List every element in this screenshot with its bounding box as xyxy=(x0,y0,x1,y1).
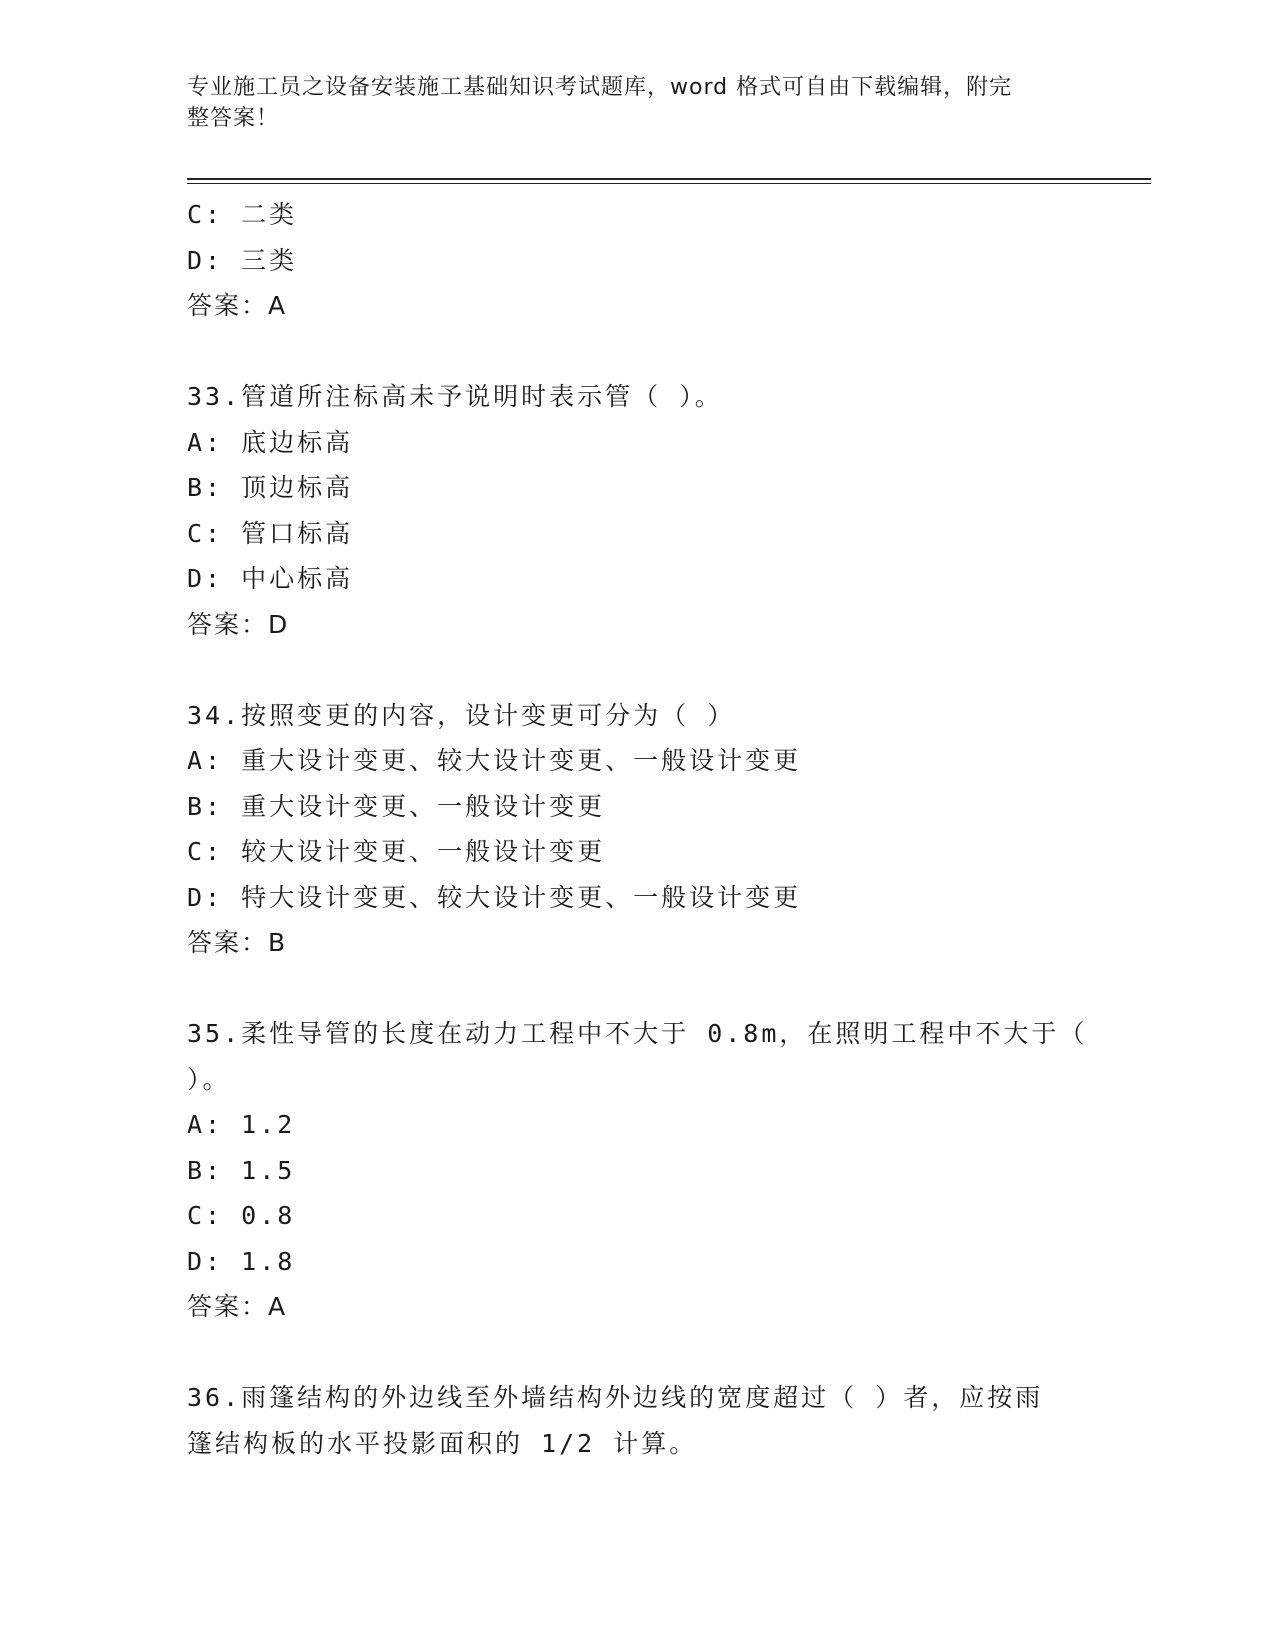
option-d: D: 中心标高 xyxy=(187,564,354,593)
question-36 xyxy=(187,1375,1087,1466)
option-c: C: 较大设计变更、一般设计变更 xyxy=(187,837,606,866)
option-a: A: 1.2 xyxy=(187,1110,296,1139)
question-stem-line-1: 36.雨篷结构的外边线至外墙结构外边线的宽度超过（ ）者，应按雨 xyxy=(187,1383,1044,1412)
option-a: A: 重大设计变更、较大设计变更、一般设计变更 xyxy=(187,746,802,775)
header-divider-thin xyxy=(187,183,1151,184)
question-list xyxy=(187,192,1087,1466)
question-32-continued xyxy=(187,192,1087,329)
spacer xyxy=(187,647,1087,693)
question-stem-line-2: 篷结构板的水平投影面积的 1/2 计算。 xyxy=(187,1428,698,1458)
question-stem-line-1: 35.柔性导管的长度在动力工程中不大于 0.8m，在照明工程中不大于（ xyxy=(187,1019,1088,1048)
option-c: C: 二类 xyxy=(187,200,298,229)
option-b: B: 顶边标高 xyxy=(187,473,354,502)
option-b: B: 1.5 xyxy=(187,1155,296,1185)
question-stem: 33.管道所注标高未予说明时表示管（ ）。 xyxy=(187,382,723,411)
header-divider-thick xyxy=(187,178,1151,180)
option-a: A: 底边标高 xyxy=(187,427,354,457)
answer-line: 答案：B xyxy=(187,928,288,957)
header-title-line-1: 专业施工员之设备安装施工基础知识考试题库，word 格式可自由下载编辑，附完 xyxy=(187,75,1013,100)
header-title-line-2: 整答案！ xyxy=(187,106,280,131)
option-c: C: 0.8 xyxy=(187,1201,296,1230)
answer-line: 答案：D xyxy=(187,609,290,639)
answer-line: 答案：A xyxy=(187,1292,288,1321)
spacer xyxy=(187,966,1087,1012)
option-d: D: 1.8 xyxy=(187,1246,296,1276)
option-d: D: 三类 xyxy=(187,245,298,275)
question-stem-line-2: ）。 xyxy=(187,1064,231,1094)
question-35 xyxy=(187,1011,1087,1330)
answer-line: 答案：A xyxy=(187,291,288,320)
option-c: C: 管口标高 xyxy=(187,518,354,548)
question-33 xyxy=(187,374,1087,647)
document-header xyxy=(187,72,1067,134)
option-b: B: 重大设计变更、一般设计变更 xyxy=(187,791,606,821)
spacer xyxy=(187,329,1087,375)
spacer xyxy=(187,1330,1087,1376)
option-d: D: 特大设计变更、较大设计变更、一般设计变更 xyxy=(187,882,802,912)
question-34 xyxy=(187,693,1087,966)
question-stem: 34.按照变更的内容，设计变更可分为（ ） xyxy=(187,700,736,730)
